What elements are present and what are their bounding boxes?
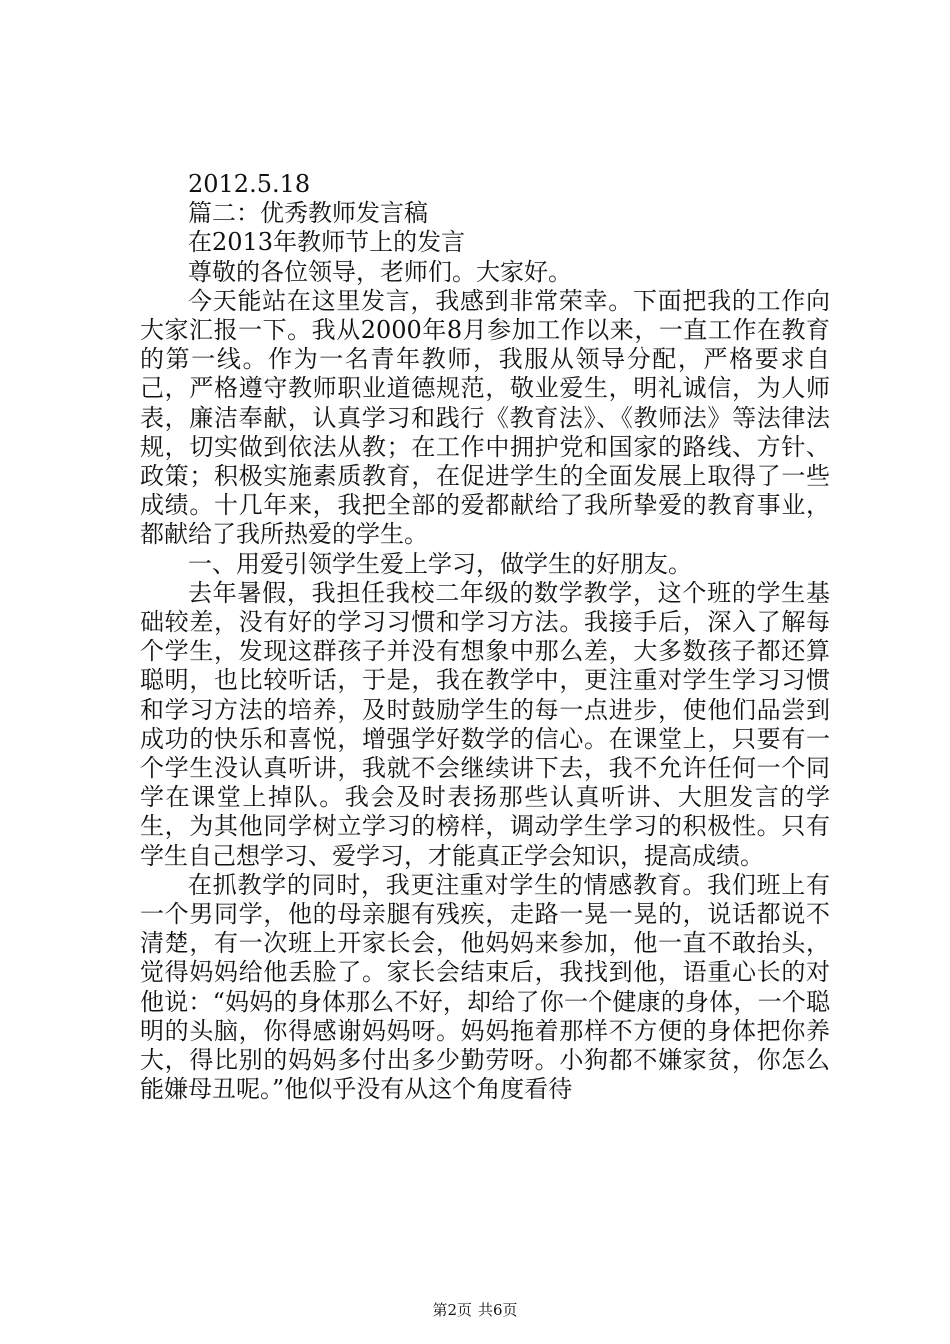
section-heading: 篇二：优秀教师发言稿 [188,199,428,228]
date-line: 2012.5.18 [188,170,311,198]
speech-title: 在2013年教师节上的发言 [188,228,466,257]
subheading-paragraph: 一、用爱引领学生爱上学习，做学生的好朋友。 [188,549,692,578]
page-footer [0,1300,950,1320]
body-paragraph: 在抓教学的同时，我更注重对学生的情感教育。我们班上有一个男同学，他的母亲腿有残疾，走路一晃一晃的，说话都说不清楚，有一次班上开家长会，他妈妈来参加，他一直不敢抬头，觉得妈妈给他丢脸了。家长会结束后，我找到他，语重心长的对他说：“妈妈的身体那么不好，却给了你一个健康的身体，一个聪明的头脑，你得感谢妈妈呀。妈妈拖着那样不方便的身体把你养大，得比别的妈妈多付出多少勤劳呀。小狗都不嫌家贫，你怎么能嫌母丑呢。”他似乎没有从这个角度看待 [140,870,830,1104]
body-paragraph: 去年暑假，我担任我校二年级的数学教学，这个班的学生基础较差，没有好的学习习惯和学习方法。我接手后，深入了解每个学生，发现这群孩子并没有想象中那么差，大多数孩子都还算聪明，也比较听话，于是，我在教学中，更注重对学生学习习惯和学习方法的培养，及时鼓励学生的每一点进步，使他们品尝到成功的快乐和喜悦，增强学好数学的信心。在课堂上，只要有一个学生没认真听讲，我就不会继续讲下去，我不允许任何一个同学在课堂上掉队。我会及时表扬那些认真听讲、大胆发言的学生，为其他同学树立学习的榜样，调动学生学习的积极性。只有学生自己想学习、爱学习，才能真正学会知识，提高成绩。 [140,578,830,870]
page-total: 共6页 [478,1301,518,1319]
page-number: 第2页 [432,1301,472,1319]
greeting-paragraph: 尊敬的各位领导，老师们。大家好。 [188,257,572,286]
document-body [140,170,830,1105]
body-paragraph: 今天能站在这里发言，我感到非常荣幸。下面把我的工作向大家汇报一下。我从2000年8月参加工作以来，一直工作在教育的第一线。作为一名青年教师，我服从领导分配，严格要求自己，严格遵守教师职业道德规范，敬业爱生，明礼诚信，为人师表，廉洁奉献，认真学习和践行《教育法》、《教师法》等法律法规，切实做到依法从教；在工作中拥护党和国家的路线、方针、政策；积极实施素质教育，在促进学生的全面发展上取得了一些成绩。十几年来，我把全部的爱都献给了我所挚爱的教育事业，都献给了我所热爱的学生。 [140,286,830,549]
